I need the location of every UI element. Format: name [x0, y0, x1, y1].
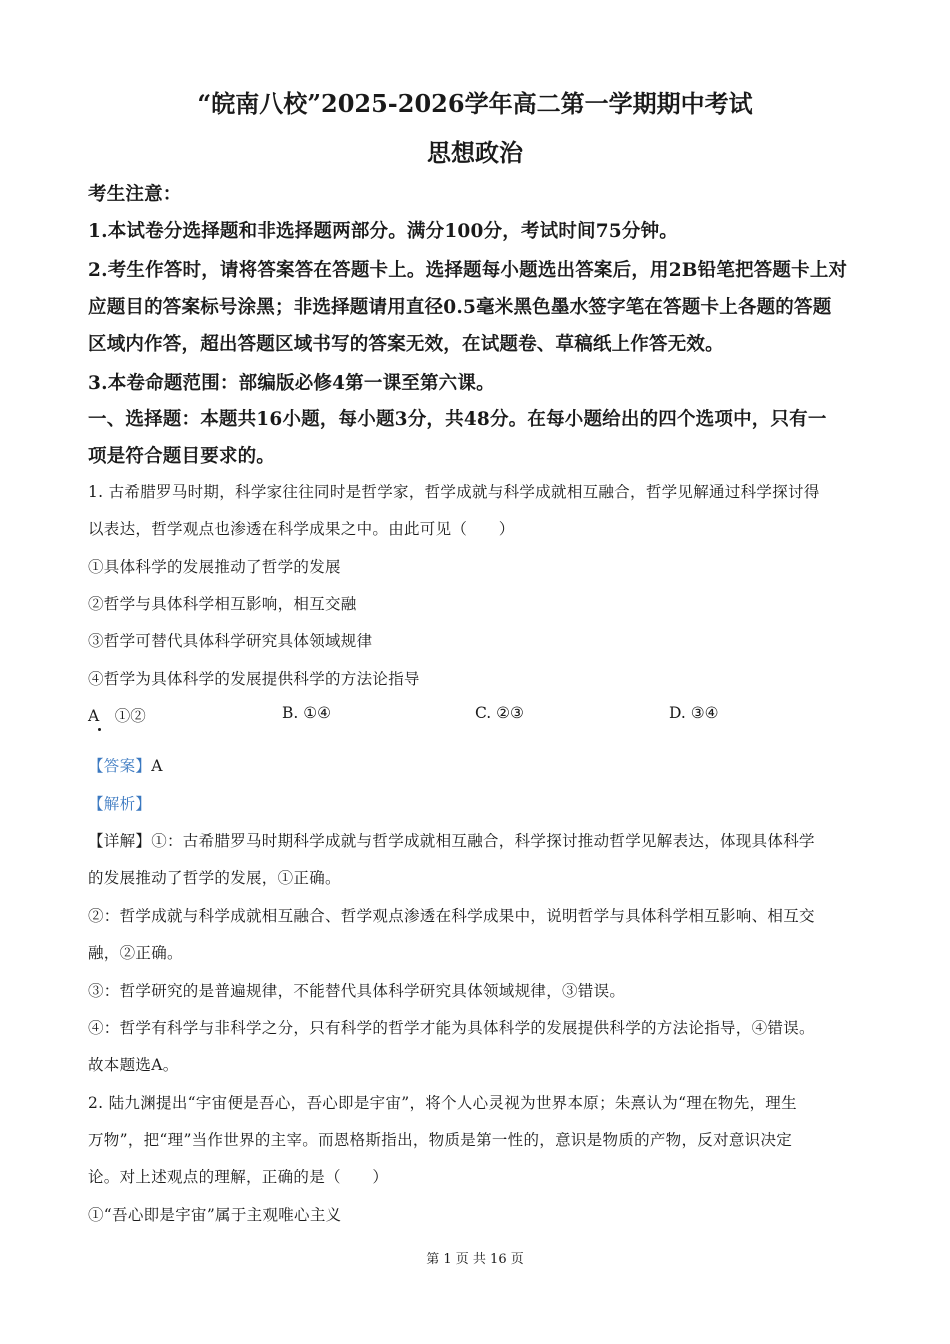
section-heading-line-1: 一、选择题：本题共16小题，每小题3分，共48分。在每小题给出的四个选项中，只有一 [88, 409, 827, 430]
notice-item-2-line-3: 区域内作答，超出答题区域书写的答案无效，在试题卷、草稿纸上作答无效。 [88, 334, 724, 355]
notice-item-2-line-2: 应题目的答案标号涂黑；非选择题请用直径0.5毫米黑色墨水签字笔在答题卡上各题的答题 [88, 297, 832, 318]
q1-option-b: B. ①④ [282, 704, 332, 722]
q1-detail-line-4: 融，②正确。 [88, 944, 183, 962]
q1-conclusion: 故本题选A。 [88, 1056, 179, 1074]
q1-statement-4: ④哲学为具体科学的发展提供科学的方法论指导 [88, 670, 420, 688]
subject-title: 思想政治 [427, 138, 523, 167]
q1-detail-line-5: ③：哲学研究的是普遍规律，不能替代具体科学研究具体领域规律，③错误。 [88, 982, 626, 1000]
detail-label: 【详解】 [88, 832, 152, 850]
q1-detail-line-6: ④：哲学有科学与非科学之分，只有科学的哲学才能为具体科学的发展提供科学的方法论指导，④错误。 [88, 1019, 815, 1037]
q2-stem-line-3: 论。对上述观点的理解，正确的是（ ） [88, 1168, 389, 1186]
notice-item-3: 3.本卷命题范围：部编版必修4第一课至第六课。 [88, 373, 495, 394]
page-number: 第 1 页 共 16 页 [426, 1252, 524, 1267]
q2-stem-line-2: 万物”，把“理”当作世界的主宰。而恩格斯指出，物质是第一性的，意识是物质的产物，反对意识决定 [88, 1131, 793, 1149]
q1-answer [88, 754, 163, 776]
q1-analysis-label: 【解析】 [88, 795, 152, 813]
answer-label: 【答案】 [88, 757, 152, 775]
q1-option-c: C. ②③ [475, 704, 524, 722]
q2-stem-line-1: 2. 陆九渊提出“宇宙便是吾心，吾心即是宇宙”，将个人心灵视为世界本原；朱熹认为“理在物先，理生 [88, 1094, 797, 1112]
q2-statement-1: ①“吾心即是宇宙”属于主观唯心主义 [88, 1206, 342, 1224]
q1-statement-3: ③哲学可替代具体科学研究具体领域规律 [88, 632, 373, 650]
notice-item-1: 1.本试卷分选择题和非选择题两部分。满分100分，考试时间75分钟。 [88, 221, 678, 242]
exam-title: “皖南八校”2025-2026学年高二第一学期期中考试 [197, 89, 753, 118]
section-heading-line-2: 项是符合题目要求的。 [88, 446, 276, 467]
q1-option-a: A ①② [88, 707, 146, 725]
notice-heading: 考生注意： [88, 184, 182, 205]
q1-stem-line-2: 以表达，哲学观点也渗透在科学成果之中。由此可见（ ） [88, 520, 515, 538]
notice-item-2-line-1: 2.考生作答时，请将答案答在答题卡上。选择题每小题选出答案后，用2B铅笔把答题卡上对 [88, 260, 848, 281]
detail-text: ①：古希腊罗马时期科学成就与哲学成就相互融合，科学探讨推动哲学见解表达，体现具体科学 [151, 832, 815, 850]
q1-statement-2: ②哲学与具体科学相互影响，相互交融 [88, 595, 357, 613]
q1-statement-1: ①具体科学的发展推动了哲学的发展 [88, 558, 341, 576]
q1-detail-line-1 [88, 829, 815, 851]
q1-option-d: D. ③④ [669, 704, 719, 722]
q1-stem-line-1: 1. 古希腊罗马时期，科学家往往同时是哲学家，哲学成就与科学成就相互融合，哲学见解通过科学探讨得 [88, 483, 820, 501]
option-a-dot [98, 728, 101, 731]
q1-detail-line-3: ②：哲学成就与科学成就相互融合、哲学观点渗透在科学成果中，说明哲学与具体科学相互影响、相互交 [88, 907, 815, 925]
answer-value: A [151, 757, 163, 775]
q1-detail-line-2: 的发展推动了哲学的发展，①正确。 [88, 869, 341, 887]
